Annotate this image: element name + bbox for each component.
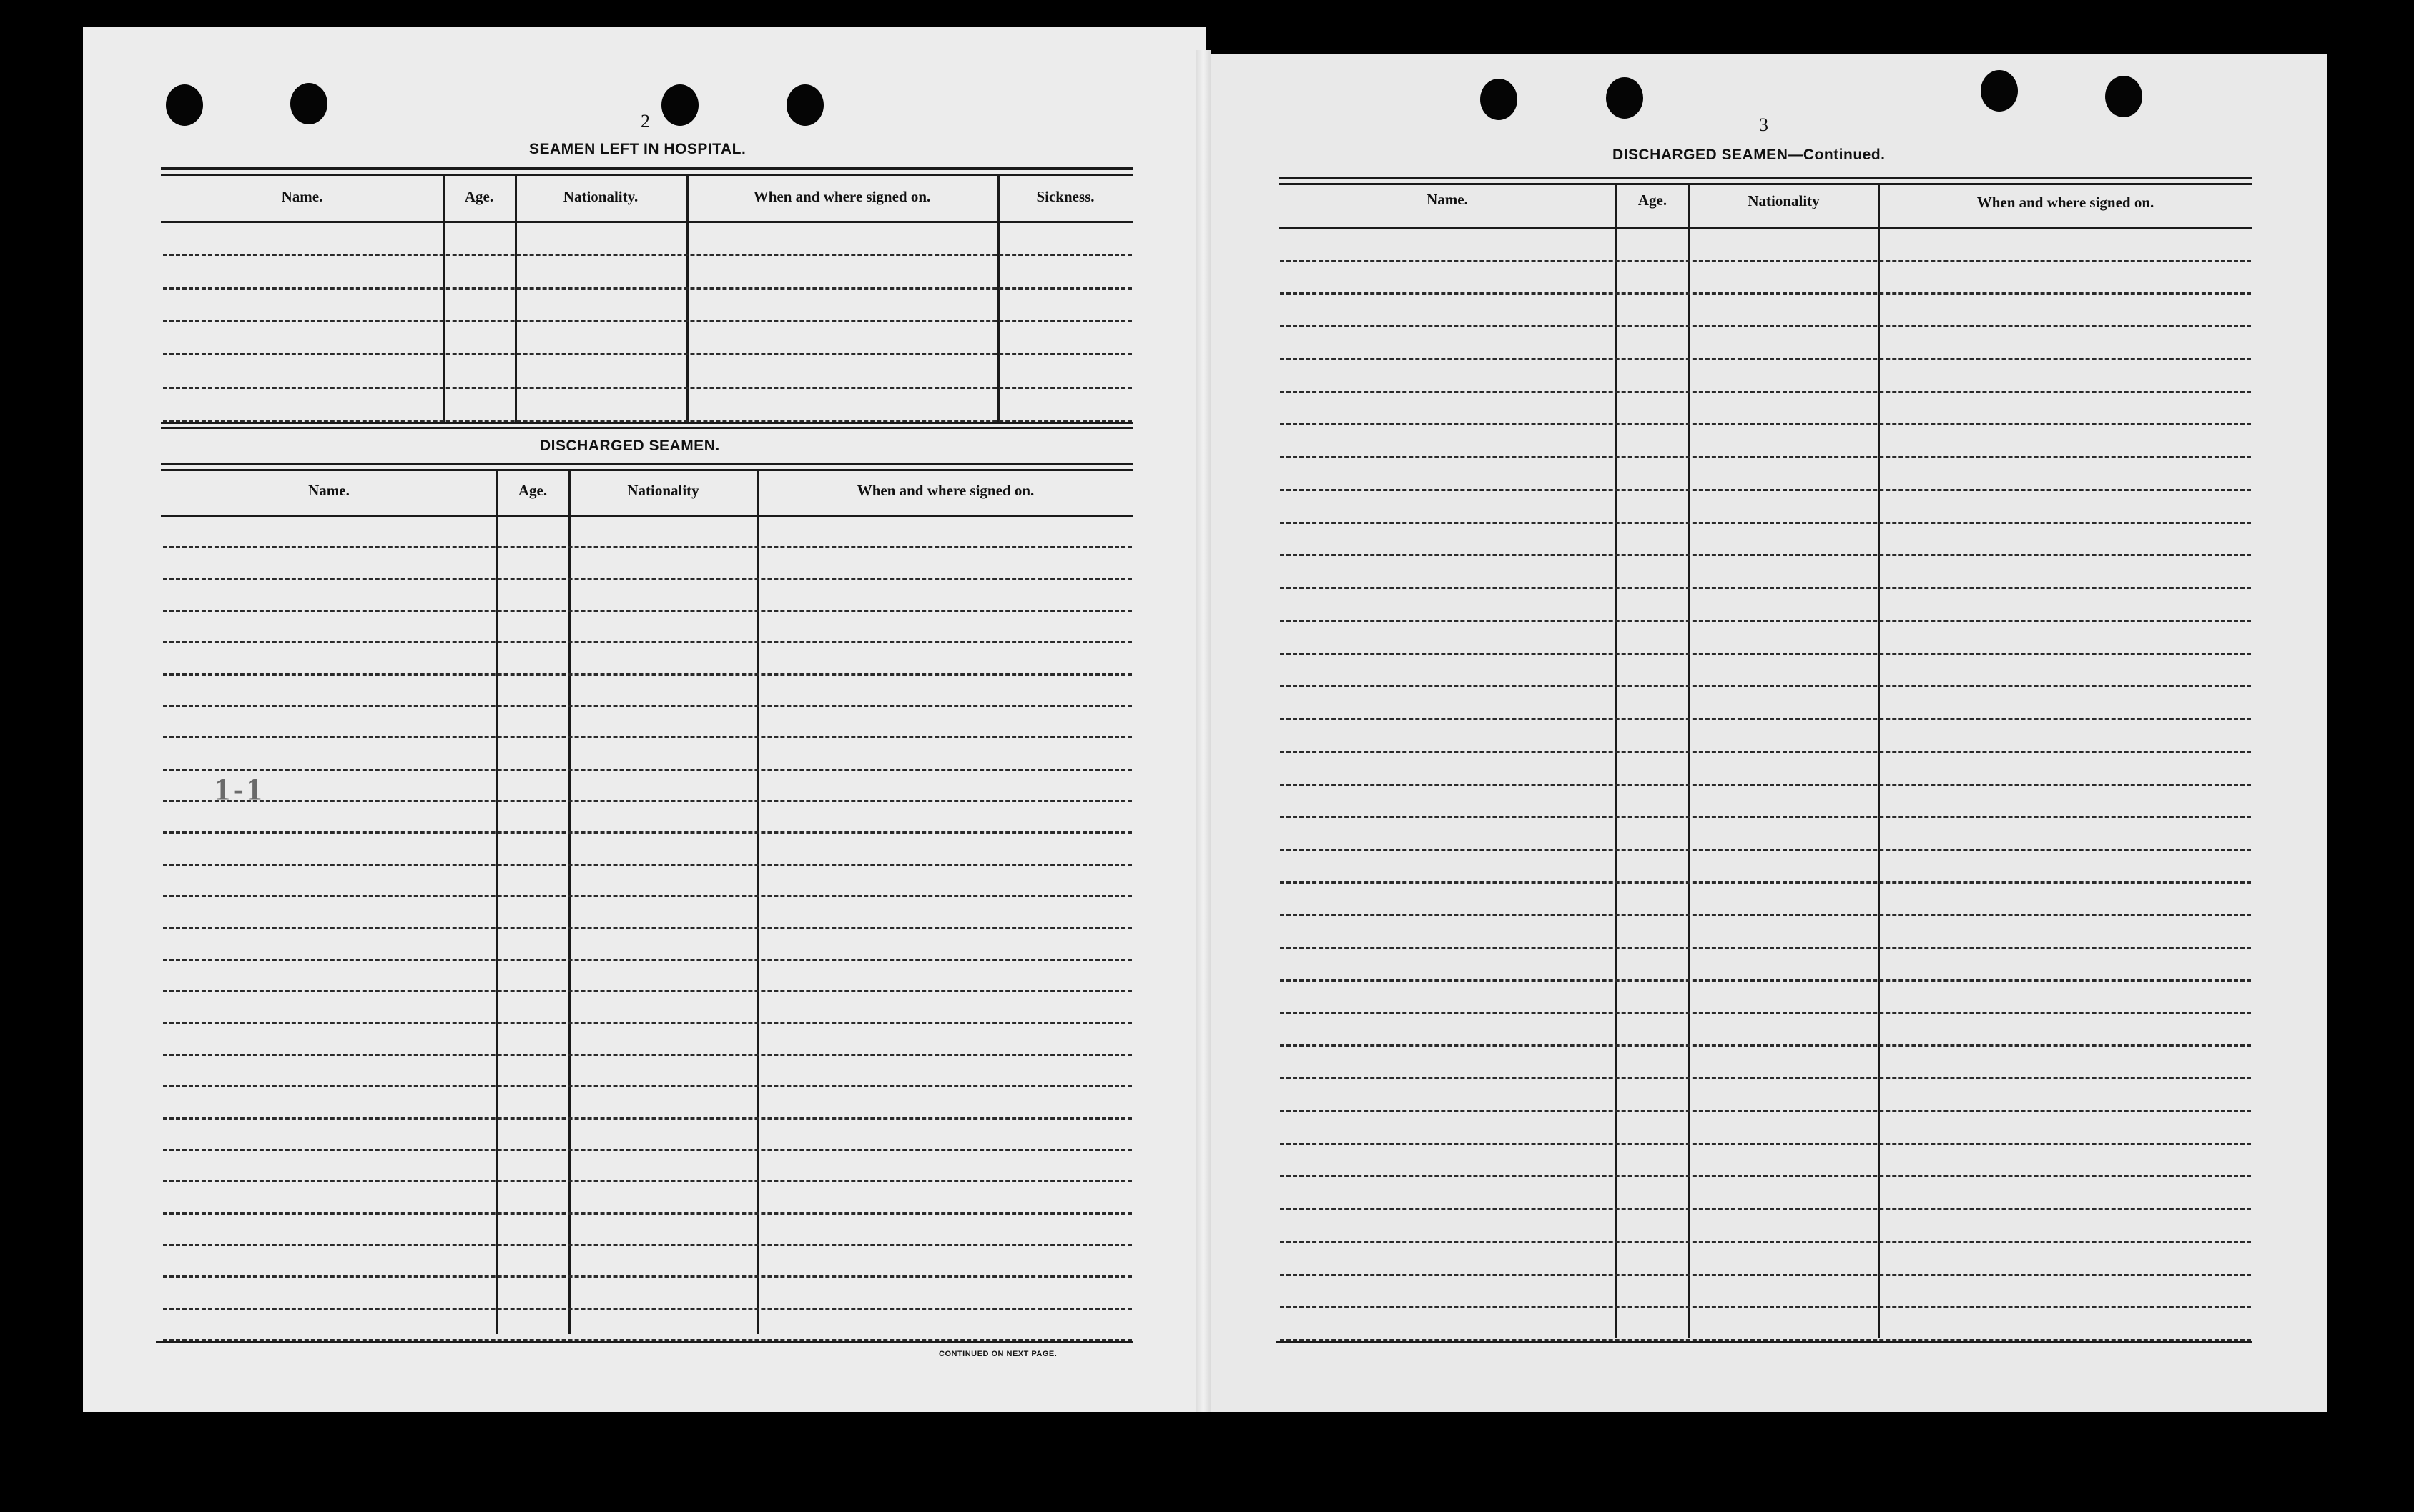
entry-row-line [163, 1244, 1132, 1246]
entry-row-line [163, 1022, 1132, 1024]
punch-hole [661, 84, 699, 126]
col-header-nationality: Nationality [1748, 192, 1820, 209]
col-header-signed-on: When and where signed on. [857, 482, 1035, 499]
entry-row-line [1280, 849, 2251, 851]
column-divider [568, 471, 571, 1334]
header-rule [161, 515, 1133, 517]
entry-row-line [1280, 489, 2251, 491]
page-number-right: 3 [1759, 114, 1768, 135]
entry-row-line [1280, 914, 2251, 916]
entry-row-line [1280, 554, 2251, 556]
col-header-age: Age. [464, 188, 494, 205]
entry-row-line [163, 1212, 1132, 1215]
continued-footer: CONTINUED ON NEXT PAGE. [939, 1350, 1058, 1358]
entry-row-line [163, 641, 1132, 643]
entry-row-line [1280, 1241, 2251, 1243]
entry-row-line [1280, 587, 2251, 589]
entry-row-line [163, 1339, 1132, 1341]
entry-row-line [163, 387, 1132, 389]
entry-row-line [1280, 292, 2251, 295]
entry-row-line [163, 769, 1132, 771]
column-divider [496, 471, 498, 1334]
section-rule [1276, 1341, 2252, 1343]
entry-row-line [1280, 1274, 2251, 1276]
entry-row-line [1280, 1110, 2251, 1112]
entry-row-line [163, 578, 1132, 580]
entry-row-line [1280, 881, 2251, 884]
entry-row-line [163, 1054, 1132, 1056]
section-rule [161, 174, 1133, 176]
section-rule [161, 463, 1133, 465]
entry-row-line [163, 959, 1132, 961]
entry-row-line [1280, 1306, 2251, 1308]
entry-row-line [1280, 260, 2251, 262]
entry-row-line [163, 420, 1132, 422]
entry-row-line [163, 546, 1132, 548]
entry-row-line [163, 927, 1132, 929]
entry-row-line [1280, 620, 2251, 622]
entry-row-line [1280, 1077, 2251, 1079]
col-header-name: Name. [1427, 191, 1468, 208]
section-rule [161, 422, 1133, 424]
discharged-section-title: DISCHARGED SEAMEN. [540, 438, 720, 454]
punch-hole [1606, 77, 1643, 119]
punch-hole [2105, 76, 2142, 117]
col-header-signed-on: When and where signed on. [1976, 194, 2154, 211]
entry-row-line [163, 1085, 1132, 1087]
entry-row-line [163, 287, 1132, 290]
entry-row-line [163, 1180, 1132, 1182]
entry-row-line [1280, 1044, 2251, 1047]
left-form-page [83, 27, 1206, 1412]
col-header-nationality: Nationality [627, 482, 699, 499]
section-rule [156, 1341, 1133, 1343]
entry-row-line [1280, 947, 2251, 949]
entry-row-line [163, 610, 1132, 612]
entry-row-line [1280, 456, 2251, 458]
section-rule [1279, 177, 2252, 179]
entry-row-line [1280, 718, 2251, 720]
entry-row-line [1280, 816, 2251, 818]
entry-row-line [1280, 423, 2251, 425]
entry-row-line [163, 705, 1132, 707]
entry-row-line [163, 254, 1132, 256]
punch-hole [1981, 70, 2018, 112]
handwritten-mark: 1-1 [215, 771, 265, 806]
page-number-left: 2 [641, 111, 650, 132]
entry-row-line [163, 736, 1132, 738]
col-header-age: Age. [1637, 192, 1667, 209]
entry-row-line [163, 864, 1132, 866]
section-rule [161, 427, 1133, 429]
col-header-name: Name. [308, 482, 350, 499]
entry-row-line [163, 1117, 1132, 1120]
entry-row-line [1280, 358, 2251, 360]
entry-row-line [1280, 653, 2251, 655]
col-header-name: Name. [281, 188, 323, 205]
entry-row-line [1280, 325, 2251, 327]
header-rule [1279, 227, 2252, 229]
discharged-continued-title: DISCHARGED SEAMEN—Continued. [1612, 147, 1886, 163]
col-header-nationality: Nationality. [563, 188, 639, 205]
entry-row-line [1280, 1143, 2251, 1145]
punch-hole [290, 83, 327, 124]
entry-row-line [163, 800, 1132, 802]
entry-row-line [1280, 1208, 2251, 1210]
col-header-sickness: Sickness. [1036, 188, 1095, 205]
entry-row-line [163, 1149, 1132, 1151]
entry-row-line [163, 895, 1132, 897]
col-header-age: Age. [518, 482, 548, 499]
entry-row-line [1280, 391, 2251, 393]
punch-hole [166, 84, 203, 126]
punch-hole [1480, 79, 1517, 120]
punch-hole [787, 84, 824, 126]
entry-row-line [1280, 751, 2251, 753]
entry-row-line [1280, 1012, 2251, 1014]
entry-row-line [163, 320, 1132, 322]
page-fold [1196, 50, 1211, 1412]
entry-row-line [1280, 784, 2251, 786]
section-rule [161, 167, 1133, 170]
entry-row-line [163, 1275, 1132, 1278]
section-rule [161, 469, 1133, 471]
entry-row-line [163, 1308, 1132, 1310]
hospital-section-title: SEAMEN LEFT IN HOSPITAL. [529, 141, 747, 157]
entry-row-line [1280, 685, 2251, 687]
header-rule [161, 221, 1133, 223]
col-header-signed-on: When and where signed on. [753, 188, 931, 205]
entry-row-line [1280, 522, 2251, 524]
entry-row-line [163, 990, 1132, 992]
entry-row-line [1280, 1339, 2251, 1341]
entry-row-line [1280, 1175, 2251, 1177]
entry-row-line [163, 353, 1132, 355]
section-rule [1279, 183, 2252, 185]
entry-row-line [1280, 979, 2251, 982]
entry-row-line [163, 831, 1132, 834]
entry-row-line [163, 673, 1132, 676]
column-divider [757, 471, 759, 1334]
